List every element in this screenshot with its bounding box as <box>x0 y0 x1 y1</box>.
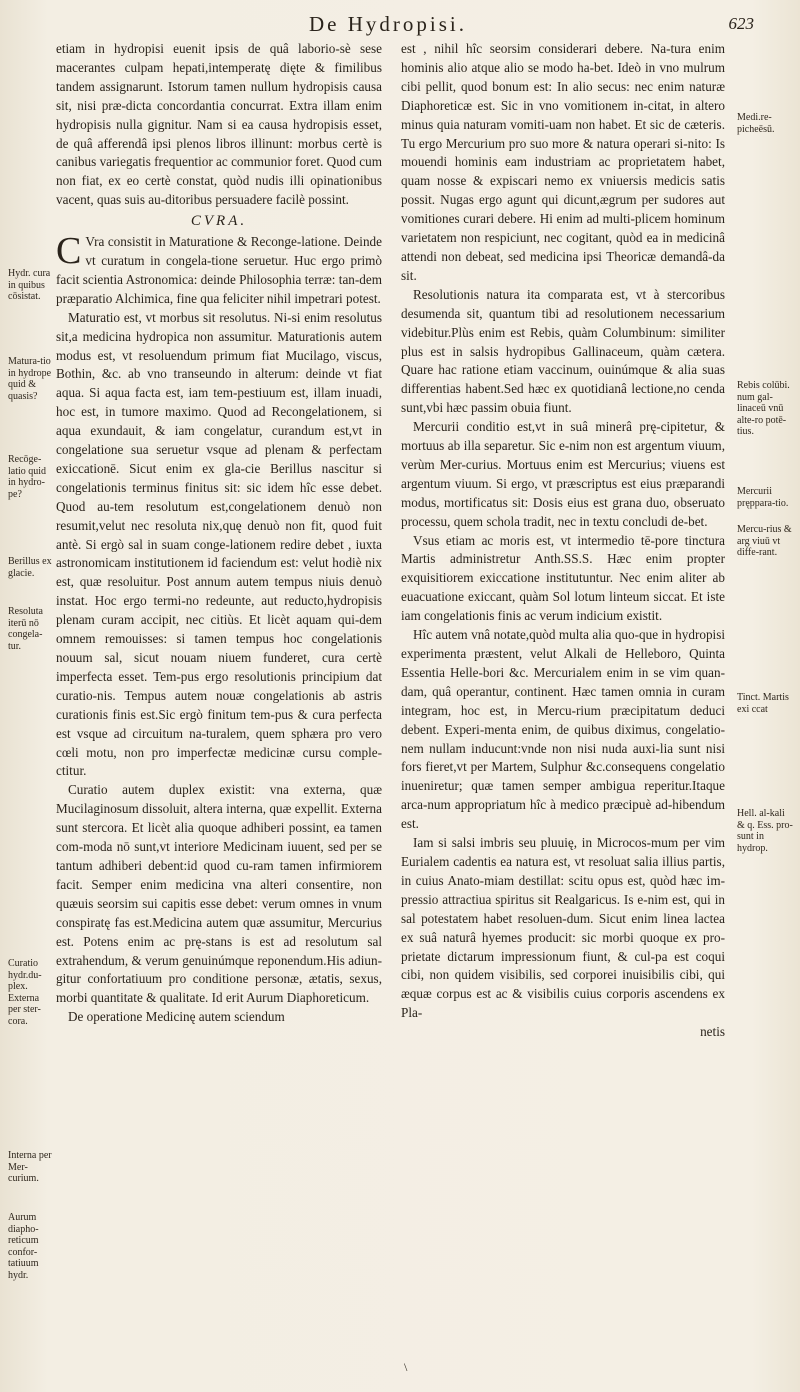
left-paragraph-1: etiam in hydropisi euenit ipsis de quâ laborio-sè sese macerantes culpam hepati,intemperatę dięte & fimilibus tandem assignarunt. Istorum tamen nullum hydropisis causa sit, nisi præ-dicta concordantia concurrat. Extra illam enim hydropisis nulla gignitur. Nam si ea causa hydropisis esset, de quâ afferendâ ipsi plenos libros illinunt: morbus certè is canibus variegatis frequentior ac communior foret. Quod cum non fiat, ex eo certè constat, quòd nudis illi opinationibus vacent, quas suis au-ditoribus persuadere facilè possint. <box>56 41 382 208</box>
dropcap-letter: C <box>56 230 82 273</box>
section-heading-cura: CVRA. <box>190 213 248 230</box>
margin-note-right: Medi.re-picheēsū. <box>737 112 775 135</box>
right-paragraph-4: Vsus etiam ac moris est, vt intermedio tē-pore tinctura Martis administretur Anth.SS.S. Hæc enim propter exquisitiorem exiccatione institutuntur. Nec enim aliter ab euacuatione exiccant, quàm Sol lotum linteum siccat. Et iste iam congelationis finis ac verum indicium existit. <box>401 532 725 624</box>
catchword: netis <box>700 1024 725 1040</box>
margin-note-left: Berillus ex glacie. <box>8 556 52 579</box>
margin-note-left: Aurum diapho-reticum confor-tatiuum hydr. <box>8 1212 39 1281</box>
margin-note-left: Interna per Mer-curium. <box>8 1150 52 1184</box>
margin-note-left: Curatio hydr.du-plex. Externa per ster-cora. <box>8 958 42 1027</box>
margin-note-right: Rebis colūbi. num gal-linaceū vnū alte-ro potē-tius. <box>737 380 790 437</box>
margin-note-left: Resoluta iterū nō congela-tur. <box>8 606 43 652</box>
margin-note-right: Hell. al-kali & q. Ess. pro-sunt in hydrop. <box>737 808 793 854</box>
right-paragraph-5: Hîc autem vnâ notate,quòd multa alia quo-que in hydropisi experimenta præstent, velut Alkali de Helleboro, Quinta Essentia Helle-bori &c. Mercurialem enim in se vim quan-dam, quâ operantur, continent. Hæc tamen omnia in curam integram, hoc est, in Mercu-rium præcipitatum deduci debent. Experi-menta enim, de quibus diximus, congelatio-nem nullam inducunt:vnde non nisi nuda auxi-lia sunt nisi fors fieret,vt per Martem, Sulphur &c.consequens congelatio inueniretur; quæ tamen semper ambigua reperitur.Itaque arca-num appropriatum hîc à medico præcipuè ad-hibendum est. <box>401 627 725 832</box>
margin-note-right: Tinct. Martis exi ccat <box>737 692 789 715</box>
margin-note-right: Mercurii pręppara-tio. <box>737 486 789 509</box>
right-paragraph-1: est , nihil hîc seorsim considerari debere. Na-tura enim hominis alio atque alio se modo ha-bet. Ideò in vno mulrum cibi pellit, quod bonum est: In alio secus: nec enim naturæ Diaphoreticæ est. Sic in vno vomitionem in-citat, in altero minus quia naturam vomiti-uam non habet. Et sic de cæteris. Tu ergo Mercurium pro suo more & natura operari si-nito: Is mouendi hominis eam industriam ac proprietatem habet, quam nosse & expiscari nemo ex vniuersis medicis satis possit. Nugas ergo agunt qui dicunt,ægrum per sudores aut vomitiones curari debere. Hi enim ad multi-plicem hominum varietatem non respiciunt, nec cogitant, quòd ea in medicinâ attendi non debeat, sed medicina ipsi Theoricæ demandâ-da sit. <box>401 41 725 283</box>
page-number: 623 <box>728 14 754 33</box>
margin-note-left: Recōge-latio quid in hydro-pe? <box>8 454 47 500</box>
left-paragraph-4: Curatio autem duplex existit: vna externa, quæ Mucilaginosum dissoluit, altera interna, quæ expellit. Externa sunt stercora. Et licèt alia quoque adhiberi possint, ea tamen com-moda nō sunt,vt interiore Medicinam iuuent, sed per se tantum adhiberi debent:id quod cu-ram tamen infirmiorem facit. Semper enim medicina vna alteri consentire, non quæuis seorsim sui capitis esse debet: verum omnes in vnum conspiratę fas est.Medicina autem quæ assumitur, Mercurius est. Potens enim ac prę-stans is est ad resolutum sal extrahendum, & verum genuinúmque reponendum.His adiun-gitur confortatiuum pro conditione personæ, ætatis, sexus, morbi quantitate & qualitate. Id erit Aurum Diaphoreticum. <box>56 782 382 1006</box>
right-paragraph-6: Iam si salsi imbris seu pluuię, in Microcos-mum per vim Eurialem cadentis ea natura est, vt resoluat salia illius partis, in cuius Anato-miam destillat: scitu opus est, quòd hæc im-pressio attractiua spiritus sit Realgaricus. Is e-nim est, qui in sal potestatem habet resoluen-dum. Sicut enim linea lactea ex suâ naturâ hyemes producit: sic morbi quoque ex pro-prietate dictarum impressionum fiunt, & cul-pa est coqui cibi, non quidem visibilis, sed corporei inuisibilis cibi, qui æquæ corpus est ac & visibilis cuius corporis ascendens ex Pla- <box>401 835 725 1021</box>
margin-note-left: Hydr. cura in quibus cōsistat. <box>8 268 51 302</box>
left-paragraph-3: Maturatio est, vt morbus sit resolutus. Ni-si enim resolutus sit,a medicina hydropica non assumitur. Maturationis autem modus est, vt resoluendum primum fiat Mucilago, viscus, Bothin, &c. ab vno transeundo in alterum: deinde vt fiat aqua. Si aqua facta est, iam tem-pestiuum est, illam inuadi, hoc est, in tumore maximo. Quod ad Recongelationem, si aqua exundauit, & iam congelatur, curandum est,vt in congelatione sua seruetur vsque ad plenam & perfectam exiccationē. Sicut enim ex gla-cie Berillus nascitur si congelationis terminus finitus sit: sic idem hîc esse debet. Quod au-tem resolutum est,congelationem denuò non resumit,velut nec resoluta nix,quę denuò non fit, quod fuit antè. Si ergò sal in suam conge-lationem redire debet , iuxta astronomicam institutionem id faciendum est: velut hodiè nix est, quæ resoluitur. Post annum autem tempus niuis denuò instat. Hoc ergo termi-no redeunte, aut reducto,hydropisis plenam curam accipit, nec citiùs. Et licèt aquam qui-dem omnem remouisses: si tamen tempus hoc congelationis nouum sal, sicut nouam niuem funderet, cura certè imperfecta esset. Tem-pus ergo resolutionis principium dat curatio-nis. Tempus autem nouæ congelationis ab astris curationis finis est.Sic ergò finitum tem-pus & cura perfecta est vsque ad circuitum na-turalem, quem sphæra pro vero cœli motu, non pro imperfectæ medicinæ cursu comple-ctitur. <box>56 309 382 779</box>
left-paragraph-5: De operatione Medicinę autem sciendum <box>68 1009 285 1025</box>
margin-note-right: Mercu-rius & arg viuū vt diffe-rant. <box>737 524 792 558</box>
margin-note-left: Matura-tio in hydrope quid & quasis? <box>8 356 52 402</box>
running-title: De Hydropisi. <box>309 12 467 36</box>
left-paragraph-2-text: Vra consistit in Maturatione & Reconge-latione. Deinde vt curatum in congela-tione seruetur. Huc ergo primò facit scientia Astronomica: deinde Philosophia terræ: tan-dem præparatio Alchimica, fine qua feliciter nihil impetrari potest. <box>56 234 382 306</box>
bottom-mark: \ <box>404 1360 408 1374</box>
right-paragraph-3: Mercurii conditio est,vt in suâ minerâ prę-cipitetur, & mortuus ab illa separetur. Sic e-nim non est argentum viuum, verùm Mer-curius. Mortuus enim est Mercurius; viuens est argentum viuum. Si ergo, vt præscriptus est eius præparandi modus, mortificatus sit: Dosis eius est grana duo, obseruato processu, quem schola tradit, nec in textu concludi de-bet. <box>401 419 725 529</box>
right-paragraph-2: Resolutionis natura ita comparata est, vt à stercoribus desumenda sit, quantum tibi ad resolutionem necessarium videbitur.Plùs enim est Rebis, quàm Columbinum: similiter plus est in salsis hydropibus Gallinaceum, quàm cætera. Quare hac ratione etiam vaccinum, ouinúmque & alia suas differentias habent.Sed hæc ex quotidianâ lectione,no cenda sunt,vbi hæc passim obuia fiunt. <box>401 286 725 416</box>
